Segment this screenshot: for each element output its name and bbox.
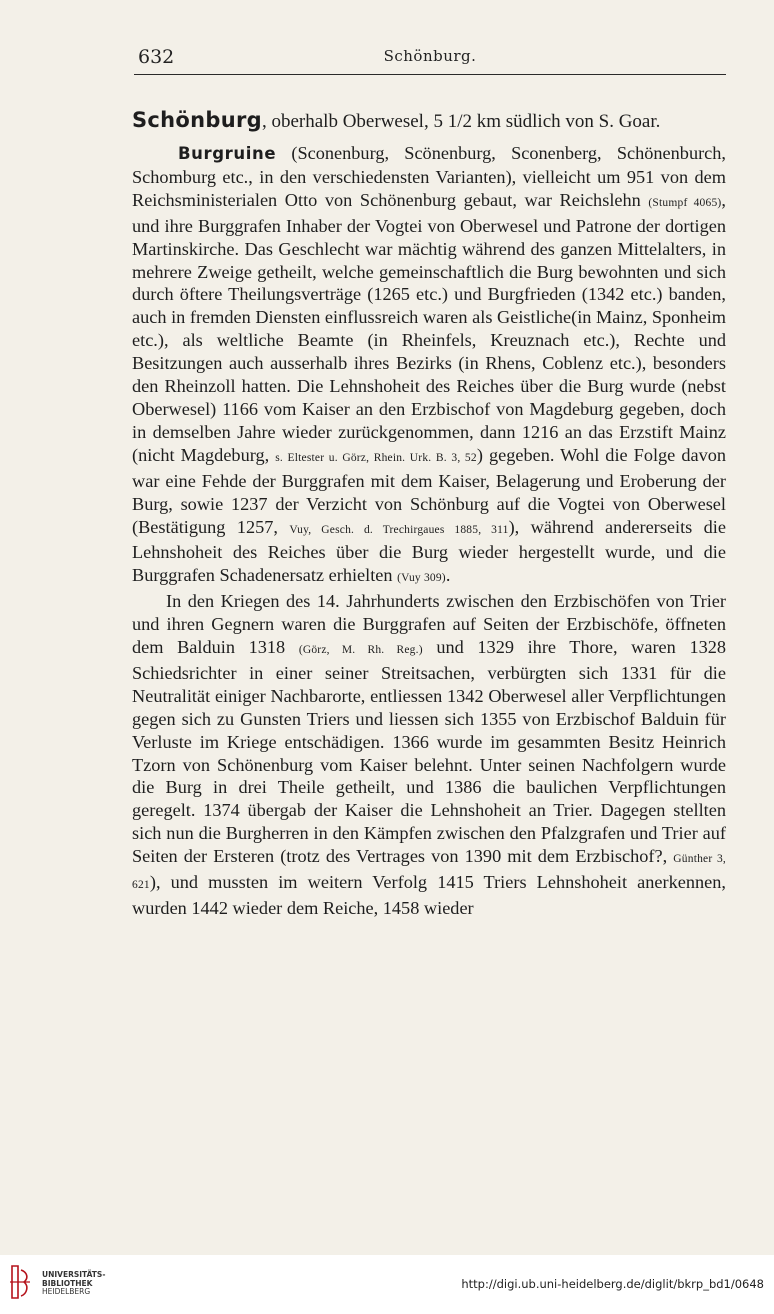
paragraph-wars: [132, 590, 726, 920]
keyword-burgruine: Burgruine: [178, 144, 277, 163]
library-name-line: BIBLIOTHEK: [42, 1278, 93, 1288]
text-segment: In den Kriegen des 14. Jahrhunderts zwischen den Erzbischöfen von Trier und ihren Gegnern waren die Burggrafen auf Seiten der Erzbischöfe, öffneten dem Balduin 1318: [132, 591, 726, 658]
page-number: 632: [138, 46, 175, 68]
text-segment: , und ihre Burggrafen Inhaber der Vogtei von Oberwesel und Patrone der dortigen Martinskirche. Das Geschlecht war mächtig während des ganzen Mittelalters, in mehrere Zweige getheilt, welche gemeinschaftlich die Burg bewohnten und sich durch öftere Theilungsverträge (1265 etc.) und Burgfrieden (1342 etc.) banden, auch in fremden Diensten einflussreich waren als Geistliche(in Mainz, Sponheim etc.), als weltliche Beamte (in Rheinfels, Kreuznach etc.), Rechte und Besitzungen auch ausserhalb ihres Bezirks (in Rhens, Coblenz etc.), besonders den Rheinzoll hatten. Die Lehnshoheit des Reiches über die Burg wurde (nebst Oberwesel) 1166 vom Kaiser an den Erzbischof von Magdeburg gegeben, doch in demselben Jahre wieder zurückgenommen, dann 1216 an das Erzstift Mainz (nicht Magdeburg,: [132, 189, 726, 465]
header-rule: [134, 74, 726, 75]
citation: Günther 3, 621: [132, 853, 727, 892]
citation: Vuy, Gesch. d. Trechirgaues 1885, 311: [289, 523, 509, 536]
text-segment: ), und mussten im weitern Verfolg 1415 Triers Lehnshoheit anerkennen, wurden 1442 wieder dem Reiche, 1458 wieder: [132, 872, 726, 918]
text-segment: ), während andererseits die Lehnshoheit des Reiches über die Burg wieder hergestellt wurde, und die Burggrafen Schadenersatz erhielten: [132, 516, 726, 586]
entry-headline: [132, 106, 726, 136]
citation: (Görz, M. Rh. Reg.): [298, 644, 423, 657]
page-body: [132, 106, 726, 920]
library-name: [42, 1271, 105, 1297]
text-segment: und 1329 ihre Thore, waren 1328 Schiedsrichter in einer seiner Streitsachen, verbürgten sich 1331 für die Neutralität einiger Nachbarorte, entliessen 1342 Oberwesel aller Verpflichtungen gegen sich zu Gunsten Triers und liessen sich 1355 von Erzbischof Balduin für Verluste im Kriege entschädigen. 1366 wurde im gesammten Besitz Heinrich Tzorn von Schönenburg vom Kaiser belehnt. Unter seinen Nachfolgern wurde die Burg in drei Theile getheilt, und 1386 die baulichen Verpflichtungen geregelt. 1374 übergab der Kaiser die Lehnshoheit an Trier. Dagegen stellten sich nun die Burgherren in den Kämpfen zwischen den Pfalzgrafen und Trier auf Seiten der Ersteren (trotz des Vertrages von 1390 mit dem Erzbischof?,: [132, 637, 727, 867]
source-url-link[interactable]: http://digi.ub.uni-heidelberg.de/diglit/bkrp_bd1/0648: [461, 1277, 764, 1291]
text-segment: .: [445, 565, 451, 586]
citation: s. Eltester u. Görz, Rhein. Urk. B. 3, 52: [275, 451, 477, 464]
running-title: Schönburg.: [383, 47, 477, 65]
paragraph-history: [132, 142, 726, 590]
entry-title: Schönburg: [132, 108, 262, 132]
library-name-line: UNIVERSITÄTS-: [42, 1270, 106, 1279]
entry-fraction: 1/2: [447, 111, 472, 132]
citation: (Vuy 309): [397, 572, 446, 585]
citation: (Stumpf 4065): [648, 196, 722, 209]
digital-library-footer: [0, 1255, 774, 1314]
entry-location: , oberhalb Oberwesel, 5: [261, 111, 443, 132]
text-segment: (Sconenburg, Scönenburg, Sconenberg, Schönenburch, Schomburg etc., in den verschiedensten Varianten), vielleicht um 951 von dem Reichsministerialen Otto von Schönenburg gebaut, war Reichslehn: [132, 143, 726, 210]
text-segment: ) gegeben. Wohl die Folge davon war eine Fehde der Burggrafen mit dem Kaiser, Belagerung und Eroberung der Burg, sowie 1237 der Verzicht von Schönburg auf die Vogtei von Oberwesel (Bestätigung 1257,: [132, 444, 727, 537]
entry-distance: km südlich von S. Goar.: [471, 111, 661, 132]
running-head: [134, 46, 726, 72]
library-name-line: HEIDELBERG: [42, 1287, 91, 1296]
library-logo-icon: [8, 1264, 32, 1300]
